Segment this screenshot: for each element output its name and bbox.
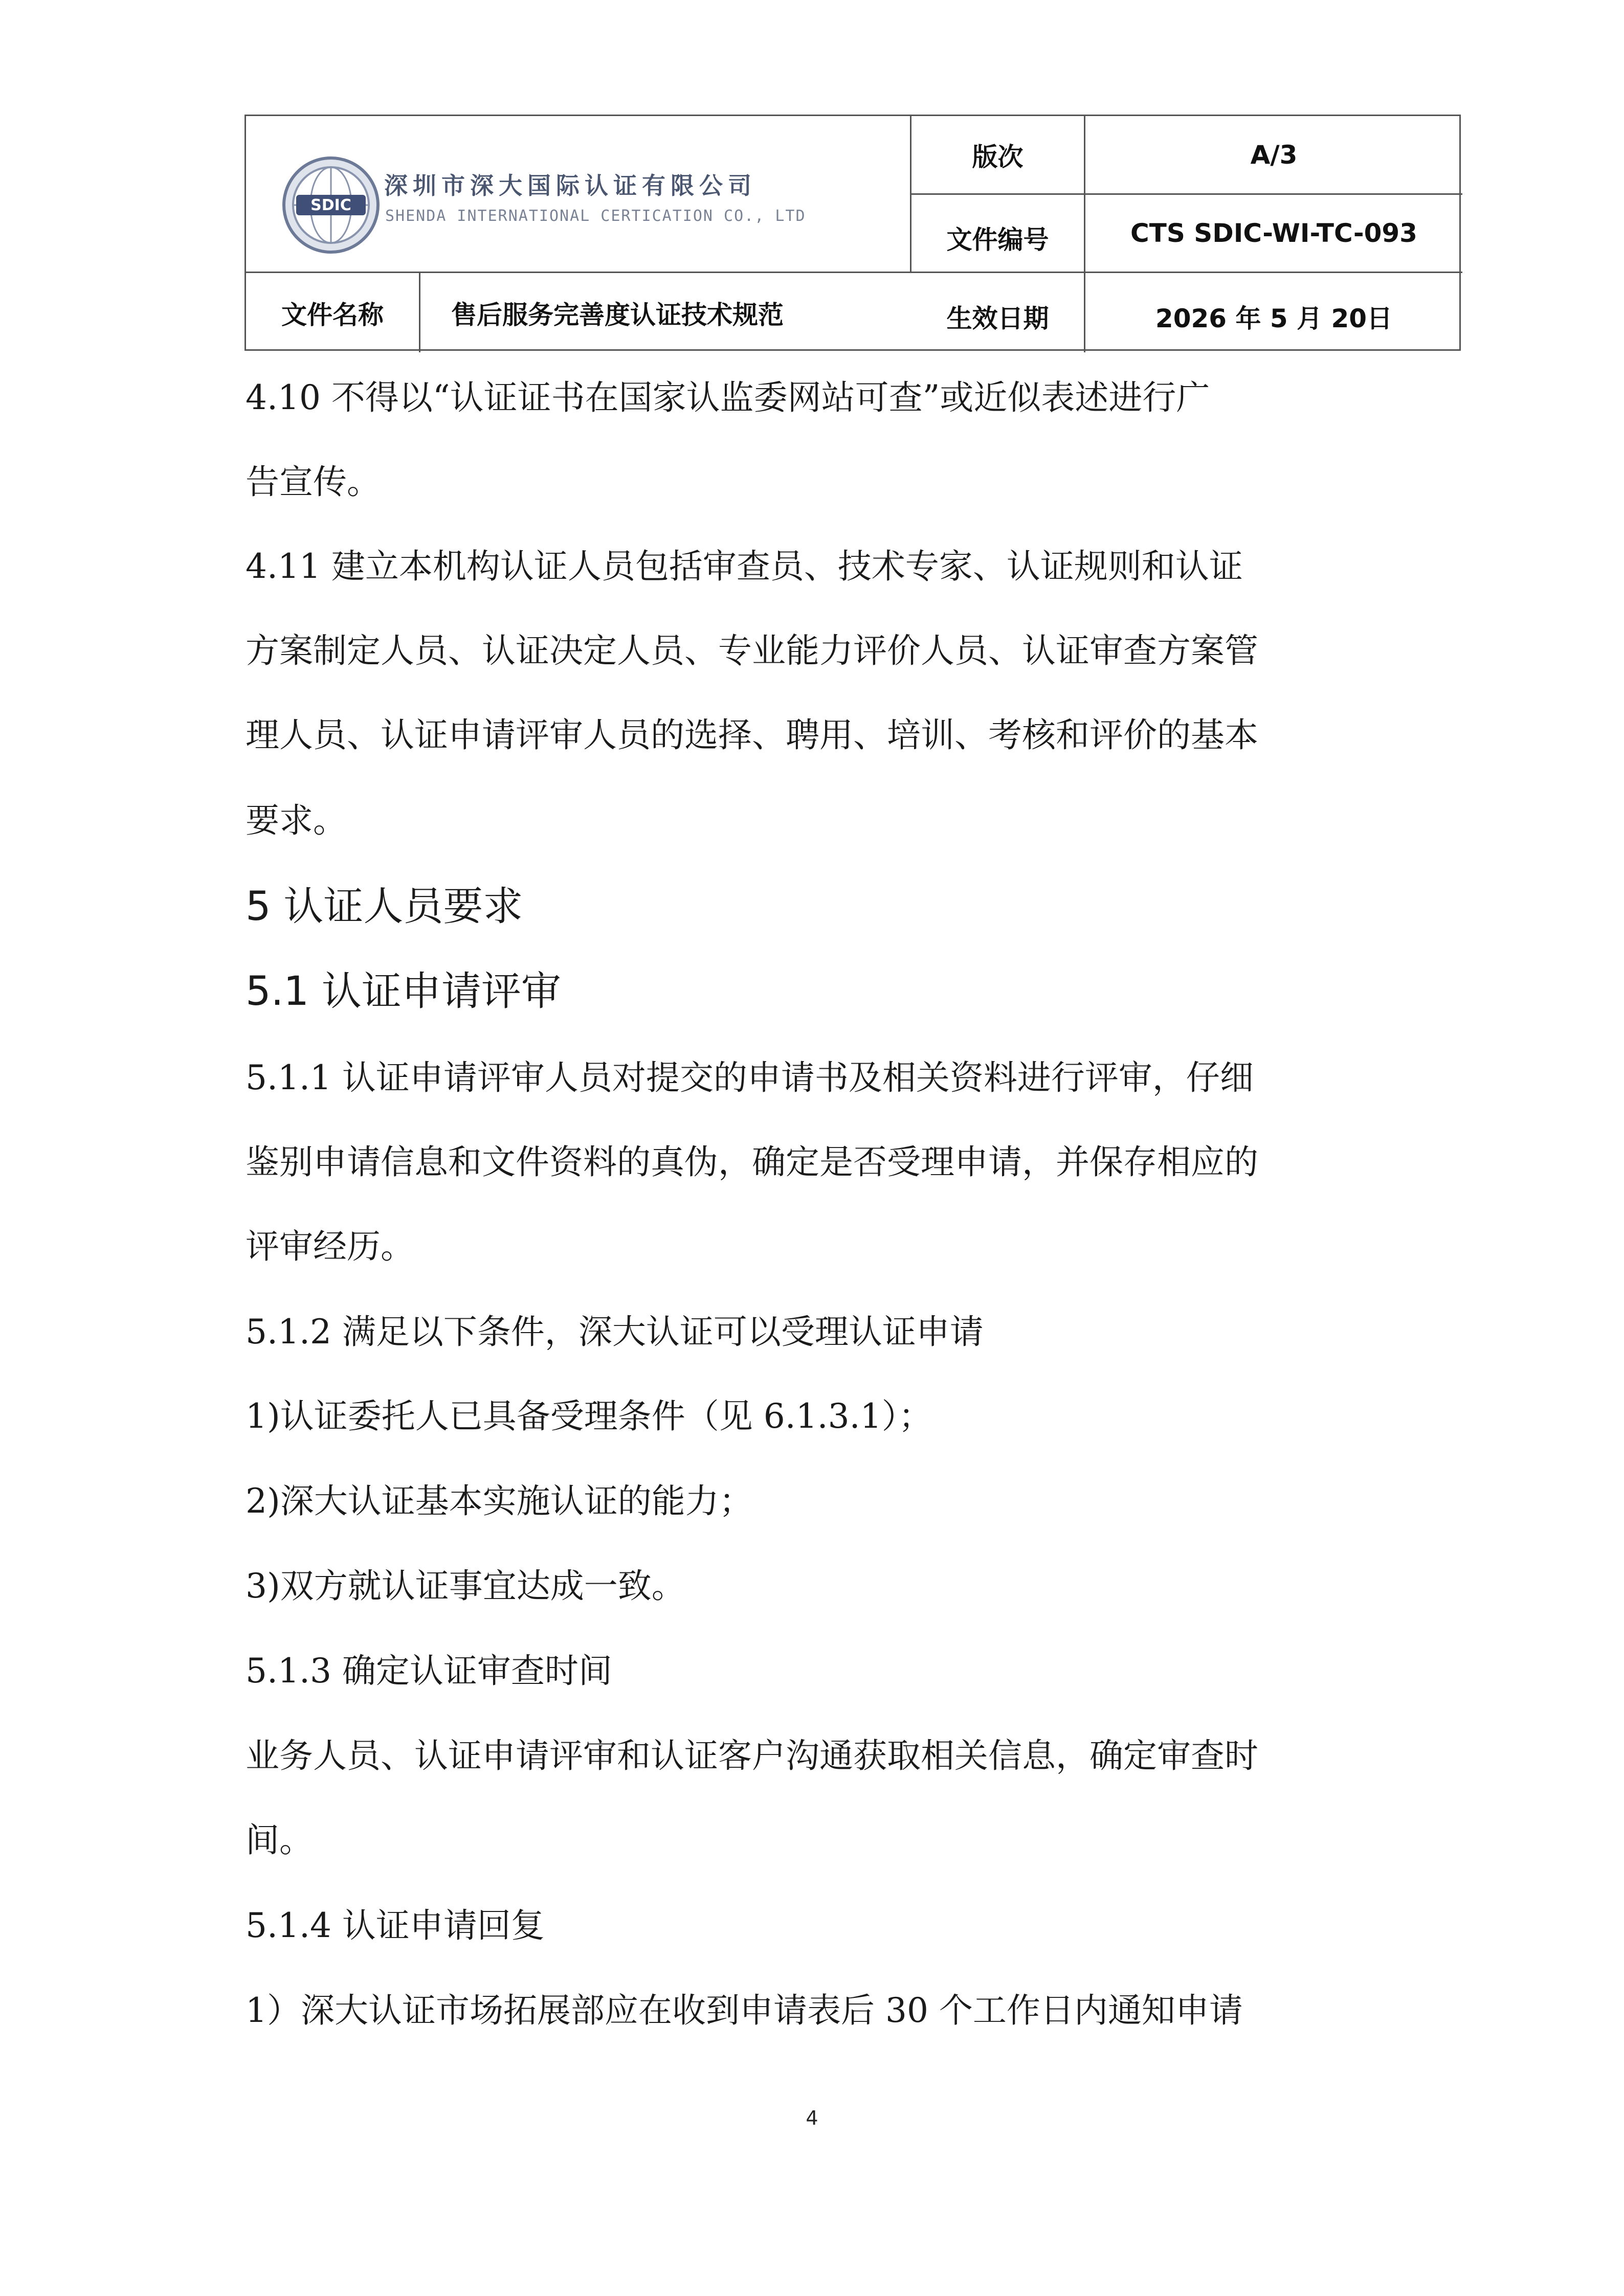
paragraph-line: 方案制定人员、认证决定人员、专业能力评价人员、认证审查方案管 (246, 631, 1258, 670)
effective-date-value: 2026 年 5 月 20日 (1155, 303, 1393, 333)
paragraph-line: 5.1.4 认证申请回复 (246, 1906, 545, 1945)
company-name-en: SHENDA INTERNATIONAL CERTICATION CO., LTD (385, 207, 806, 225)
paragraph-line: 评审经历。 (246, 1227, 414, 1266)
paragraph-line: 告宣传。 (246, 462, 381, 502)
paragraph-line: 要求。 (246, 801, 347, 840)
subsection-heading: 5.1 认证申请评审 (246, 969, 561, 1015)
effective-date-label: 生效日期 (946, 303, 1049, 333)
paragraph-line: 4.10 不得以“认证证书在国家认监委网站可查”或近似表述进行广 (246, 378, 1210, 417)
paragraph-line: 业务人员、认证申请评审和认证客户沟通获取相关信息，确定审查时 (246, 1736, 1258, 1775)
company-logo-icon (282, 152, 384, 264)
paragraph-line: 5.1.2 满足以下条件，深大认证可以受理认证申请 (246, 1312, 984, 1352)
version-label: 版次 (972, 142, 1024, 172)
list-item: 2)深大认证基本实施认证的能力； (246, 1481, 753, 1521)
company-name-cn: 深圳市深大国际认证有限公司 (384, 172, 757, 199)
document-name-label: 文件名称 (281, 300, 384, 330)
document-number-value: CTS SDIC-WI-TC-093 (1130, 218, 1417, 248)
paragraph-line: 4.11 建立本机构认证人员包括审查员、技术专家、认证规则和认证 (246, 547, 1243, 586)
version-value: A/3 (1250, 140, 1298, 170)
document-name-value: 售后服务完善度认证技术规范 (451, 300, 784, 330)
paragraph-line: 5.1.1 认证申请评审人员对提交的申请书及相关资料进行评审，仔细 (246, 1058, 1254, 1097)
list-item: 1）深大认证市场拓展部应在收到申请表后 30 个工作日内通知申请 (246, 1991, 1243, 2030)
paragraph-line: 鉴别申请信息和文件资料的真伪，确定是否受理申请，并保存相应的 (246, 1142, 1258, 1182)
paragraph-line: 理人员、认证申请评审人员的选择、聘用、培训、考核和评价的基本 (246, 715, 1258, 755)
paragraph-line: 5.1.3 确定认证审查时间 (246, 1651, 612, 1691)
document-header-table (244, 115, 1461, 351)
page-number: 4 (806, 2107, 818, 2129)
list-item: 3)双方就认证事宜达成一致。 (246, 1566, 685, 1606)
section-heading: 5 认证人员要求 (246, 884, 523, 930)
paragraph-line: 间。 (246, 1820, 313, 1860)
document-number-label: 文件编号 (946, 225, 1049, 255)
list-item: 1)认证委托人已具备受理条件（见 6.1.3.1）； (246, 1397, 932, 1436)
svg-text:SDIC: SDIC (310, 196, 351, 214)
